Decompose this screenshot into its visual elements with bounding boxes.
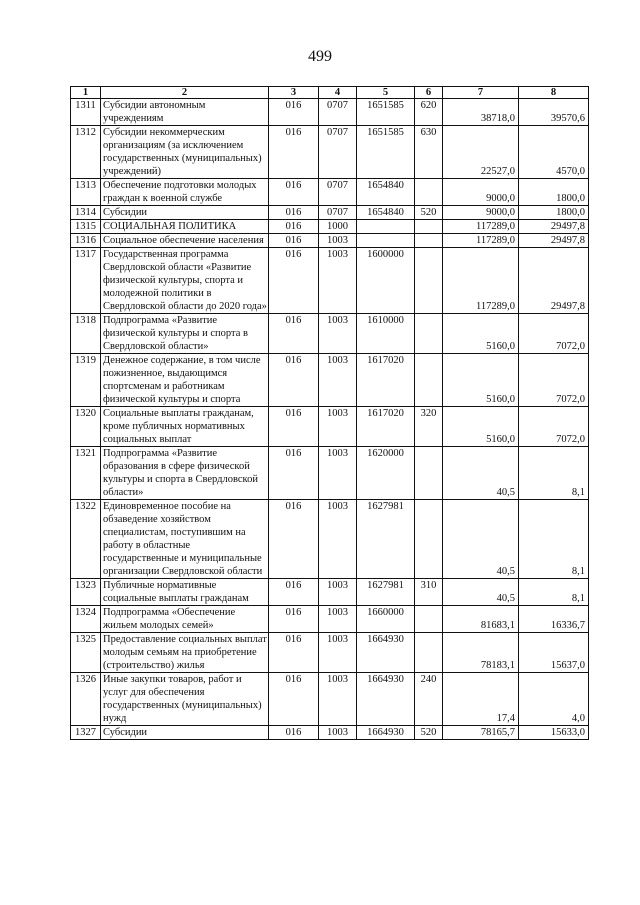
cell-expense-type: 520	[415, 206, 443, 220]
cell-amount-2: 7072,0	[519, 314, 589, 354]
cell-amount-2: 1800,0	[519, 179, 589, 206]
cell-amount-1: 78183,1	[443, 633, 519, 673]
cell-admin-code: 016	[269, 126, 319, 179]
header-cell: 2	[101, 87, 269, 99]
cell-admin-code: 016	[269, 314, 319, 354]
table-row	[71, 220, 589, 234]
cell-section-code: 1003	[319, 606, 357, 633]
cell-section-code: 1003	[319, 673, 357, 726]
cell-item-name: Предоставление социальных выплат молодым семьям на приобретение (строительство) жилья	[101, 633, 269, 673]
cell-section-code: 1003	[319, 579, 357, 606]
cell-amount-1: 117289,0	[443, 234, 519, 248]
cell-row-number: 1324	[71, 606, 101, 633]
table-row	[71, 234, 589, 248]
cell-target-code: 1664930	[357, 633, 415, 673]
table-row	[71, 726, 589, 740]
cell-target-code: 1651585	[357, 126, 415, 179]
cell-row-number: 1313	[71, 179, 101, 206]
cell-row-number: 1327	[71, 726, 101, 740]
table-row	[71, 673, 589, 726]
cell-target-code: 1627981	[357, 500, 415, 579]
cell-target-code: 1620000	[357, 447, 415, 500]
cell-item-name: СОЦИАЛЬНАЯ ПОЛИТИКА	[101, 220, 269, 234]
cell-target-code	[357, 220, 415, 234]
cell-amount-1: 40,5	[443, 500, 519, 579]
cell-amount-1: 22527,0	[443, 126, 519, 179]
cell-amount-2: 8,1	[519, 579, 589, 606]
header-cell: 4	[319, 87, 357, 99]
cell-section-code: 1003	[319, 447, 357, 500]
cell-target-code: 1600000	[357, 248, 415, 314]
table-row	[71, 407, 589, 447]
cell-amount-2: 4570,0	[519, 126, 589, 179]
cell-admin-code: 016	[269, 726, 319, 740]
cell-amount-1: 40,5	[443, 447, 519, 500]
cell-amount-2: 15633,0	[519, 726, 589, 740]
cell-target-code: 1617020	[357, 354, 415, 407]
table-row	[71, 314, 589, 354]
header-cell: 7	[443, 87, 519, 99]
cell-expense-type	[415, 447, 443, 500]
cell-item-name: Денежное содержание, в том числе пожизненное, выдающимся спортсменам и работникам физической культуры и спорта	[101, 354, 269, 407]
cell-amount-2: 8,1	[519, 447, 589, 500]
cell-admin-code: 016	[269, 447, 319, 500]
cell-expense-type	[415, 179, 443, 206]
cell-admin-code: 016	[269, 354, 319, 407]
table-row	[71, 579, 589, 606]
table-row	[71, 248, 589, 314]
cell-admin-code: 016	[269, 673, 319, 726]
cell-expense-type: 520	[415, 726, 443, 740]
cell-row-number: 1317	[71, 248, 101, 314]
cell-admin-code: 016	[269, 606, 319, 633]
cell-row-number: 1323	[71, 579, 101, 606]
cell-item-name: Социальные выплаты гражданам, кроме публичных нормативных социальных выплат	[101, 407, 269, 447]
cell-section-code: 1003	[319, 314, 357, 354]
cell-item-name: Подпрограмма «Обеспечение жильем молодых семей»	[101, 606, 269, 633]
cell-target-code: 1651585	[357, 99, 415, 126]
cell-target-code: 1627981	[357, 579, 415, 606]
cell-amount-1: 5160,0	[443, 407, 519, 447]
cell-amount-1: 40,5	[443, 579, 519, 606]
cell-amount-2: 29497,8	[519, 220, 589, 234]
cell-amount-2: 29497,8	[519, 234, 589, 248]
cell-section-code: 1003	[319, 500, 357, 579]
cell-item-name: Обеспечение подготовки молодых граждан к военной службе	[101, 179, 269, 206]
cell-amount-1: 17,4	[443, 673, 519, 726]
cell-expense-type	[415, 234, 443, 248]
table-row	[71, 126, 589, 179]
cell-item-name: Субсидии автономным учреждениям	[101, 99, 269, 126]
cell-item-name: Субсидии	[101, 206, 269, 220]
cell-amount-2: 7072,0	[519, 354, 589, 407]
cell-expense-type: 320	[415, 407, 443, 447]
table-row	[71, 606, 589, 633]
cell-expense-type: 630	[415, 126, 443, 179]
cell-amount-2: 1800,0	[519, 206, 589, 220]
cell-amount-2: 8,1	[519, 500, 589, 579]
cell-expense-type: 620	[415, 99, 443, 126]
cell-amount-1: 5160,0	[443, 354, 519, 407]
table-body	[71, 99, 589, 740]
table-row	[71, 354, 589, 407]
budget-table	[70, 86, 589, 740]
cell-admin-code: 016	[269, 234, 319, 248]
cell-amount-2: 15637,0	[519, 633, 589, 673]
cell-target-code: 1654840	[357, 179, 415, 206]
cell-section-code: 1003	[319, 234, 357, 248]
cell-expense-type	[415, 248, 443, 314]
cell-section-code: 0707	[319, 126, 357, 179]
cell-row-number: 1326	[71, 673, 101, 726]
header-cell: 6	[415, 87, 443, 99]
cell-admin-code: 016	[269, 206, 319, 220]
cell-amount-1: 81683,1	[443, 606, 519, 633]
cell-amount-2: 16336,7	[519, 606, 589, 633]
cell-target-code: 1610000	[357, 314, 415, 354]
cell-section-code: 1003	[319, 248, 357, 314]
cell-row-number: 1321	[71, 447, 101, 500]
header-cell: 5	[357, 87, 415, 99]
cell-row-number: 1319	[71, 354, 101, 407]
cell-item-name: Единовременное пособие на обзаведение хозяйством специалистам, поступившим на работу в областные государственные и муниципальные организации Свердловской области	[101, 500, 269, 579]
cell-item-name: Публичные нормативные социальные выплаты гражданам	[101, 579, 269, 606]
cell-expense-type	[415, 500, 443, 579]
cell-amount-2: 4,0	[519, 673, 589, 726]
cell-admin-code: 016	[269, 248, 319, 314]
cell-target-code: 1664930	[357, 673, 415, 726]
cell-item-name: Социальное обеспечение населения	[101, 234, 269, 248]
cell-section-code: 0707	[319, 99, 357, 126]
cell-row-number: 1316	[71, 234, 101, 248]
cell-row-number: 1311	[71, 99, 101, 126]
table-row	[71, 99, 589, 126]
cell-target-code: 1660000	[357, 606, 415, 633]
cell-amount-1: 5160,0	[443, 314, 519, 354]
cell-expense-type: 310	[415, 579, 443, 606]
cell-expense-type	[415, 220, 443, 234]
cell-section-code: 1000	[319, 220, 357, 234]
page-number: 499	[308, 48, 332, 65]
cell-expense-type	[415, 633, 443, 673]
cell-target-code: 1617020	[357, 407, 415, 447]
cell-item-name: Субсидии некоммерческим организациям (за исключением государственных (муниципальных) учреждений)	[101, 126, 269, 179]
cell-row-number: 1315	[71, 220, 101, 234]
cell-target-code: 1654840	[357, 206, 415, 220]
header-cell: 1	[71, 87, 101, 99]
cell-amount-1: 38718,0	[443, 99, 519, 126]
cell-row-number: 1322	[71, 500, 101, 579]
table-row	[71, 633, 589, 673]
cell-target-code: 1664930	[357, 726, 415, 740]
cell-admin-code: 016	[269, 407, 319, 447]
cell-admin-code: 016	[269, 99, 319, 126]
cell-item-name: Субсидии	[101, 726, 269, 740]
table-row	[71, 447, 589, 500]
cell-row-number: 1312	[71, 126, 101, 179]
cell-admin-code: 016	[269, 179, 319, 206]
cell-section-code: 1003	[319, 354, 357, 407]
cell-row-number: 1314	[71, 206, 101, 220]
cell-section-code: 1003	[319, 407, 357, 447]
cell-amount-1: 78165,7	[443, 726, 519, 740]
cell-amount-1: 117289,0	[443, 220, 519, 234]
cell-admin-code: 016	[269, 579, 319, 606]
cell-amount-1: 9000,0	[443, 206, 519, 220]
table-row	[71, 206, 589, 220]
cell-admin-code: 016	[269, 220, 319, 234]
cell-row-number: 1318	[71, 314, 101, 354]
cell-expense-type	[415, 314, 443, 354]
cell-amount-2: 39570,6	[519, 99, 589, 126]
table-row	[71, 179, 589, 206]
cell-expense-type	[415, 606, 443, 633]
cell-expense-type	[415, 354, 443, 407]
header-cell: 3	[269, 87, 319, 99]
cell-item-name: Государственная программа Свердловской области «Развитие физической культуры, спорта и молодежной политики в Свердловской области до 2020 года»	[101, 248, 269, 314]
header-cell: 8	[519, 87, 589, 99]
cell-item-name: Подпрограмма «Развитие физической культуры и спорта в Свердловской области»	[101, 314, 269, 354]
cell-target-code	[357, 234, 415, 248]
cell-item-name: Подпрограмма «Развитие образования в сфере физической культуры и спорта в Свердловской области»	[101, 447, 269, 500]
table-header-row	[71, 87, 589, 99]
cell-row-number: 1320	[71, 407, 101, 447]
cell-expense-type: 240	[415, 673, 443, 726]
cell-section-code: 0707	[319, 206, 357, 220]
cell-section-code: 0707	[319, 179, 357, 206]
cell-amount-2: 29497,8	[519, 248, 589, 314]
cell-amount-1: 9000,0	[443, 179, 519, 206]
cell-admin-code: 016	[269, 633, 319, 673]
cell-amount-2: 7072,0	[519, 407, 589, 447]
table-row	[71, 500, 589, 579]
cell-section-code: 1003	[319, 726, 357, 740]
cell-section-code: 1003	[319, 633, 357, 673]
cell-item-name: Иные закупки товаров, работ и услуг для обеспечения государственных (муниципальных) нужд	[101, 673, 269, 726]
cell-row-number: 1325	[71, 633, 101, 673]
cell-admin-code: 016	[269, 500, 319, 579]
cell-amount-1: 117289,0	[443, 248, 519, 314]
